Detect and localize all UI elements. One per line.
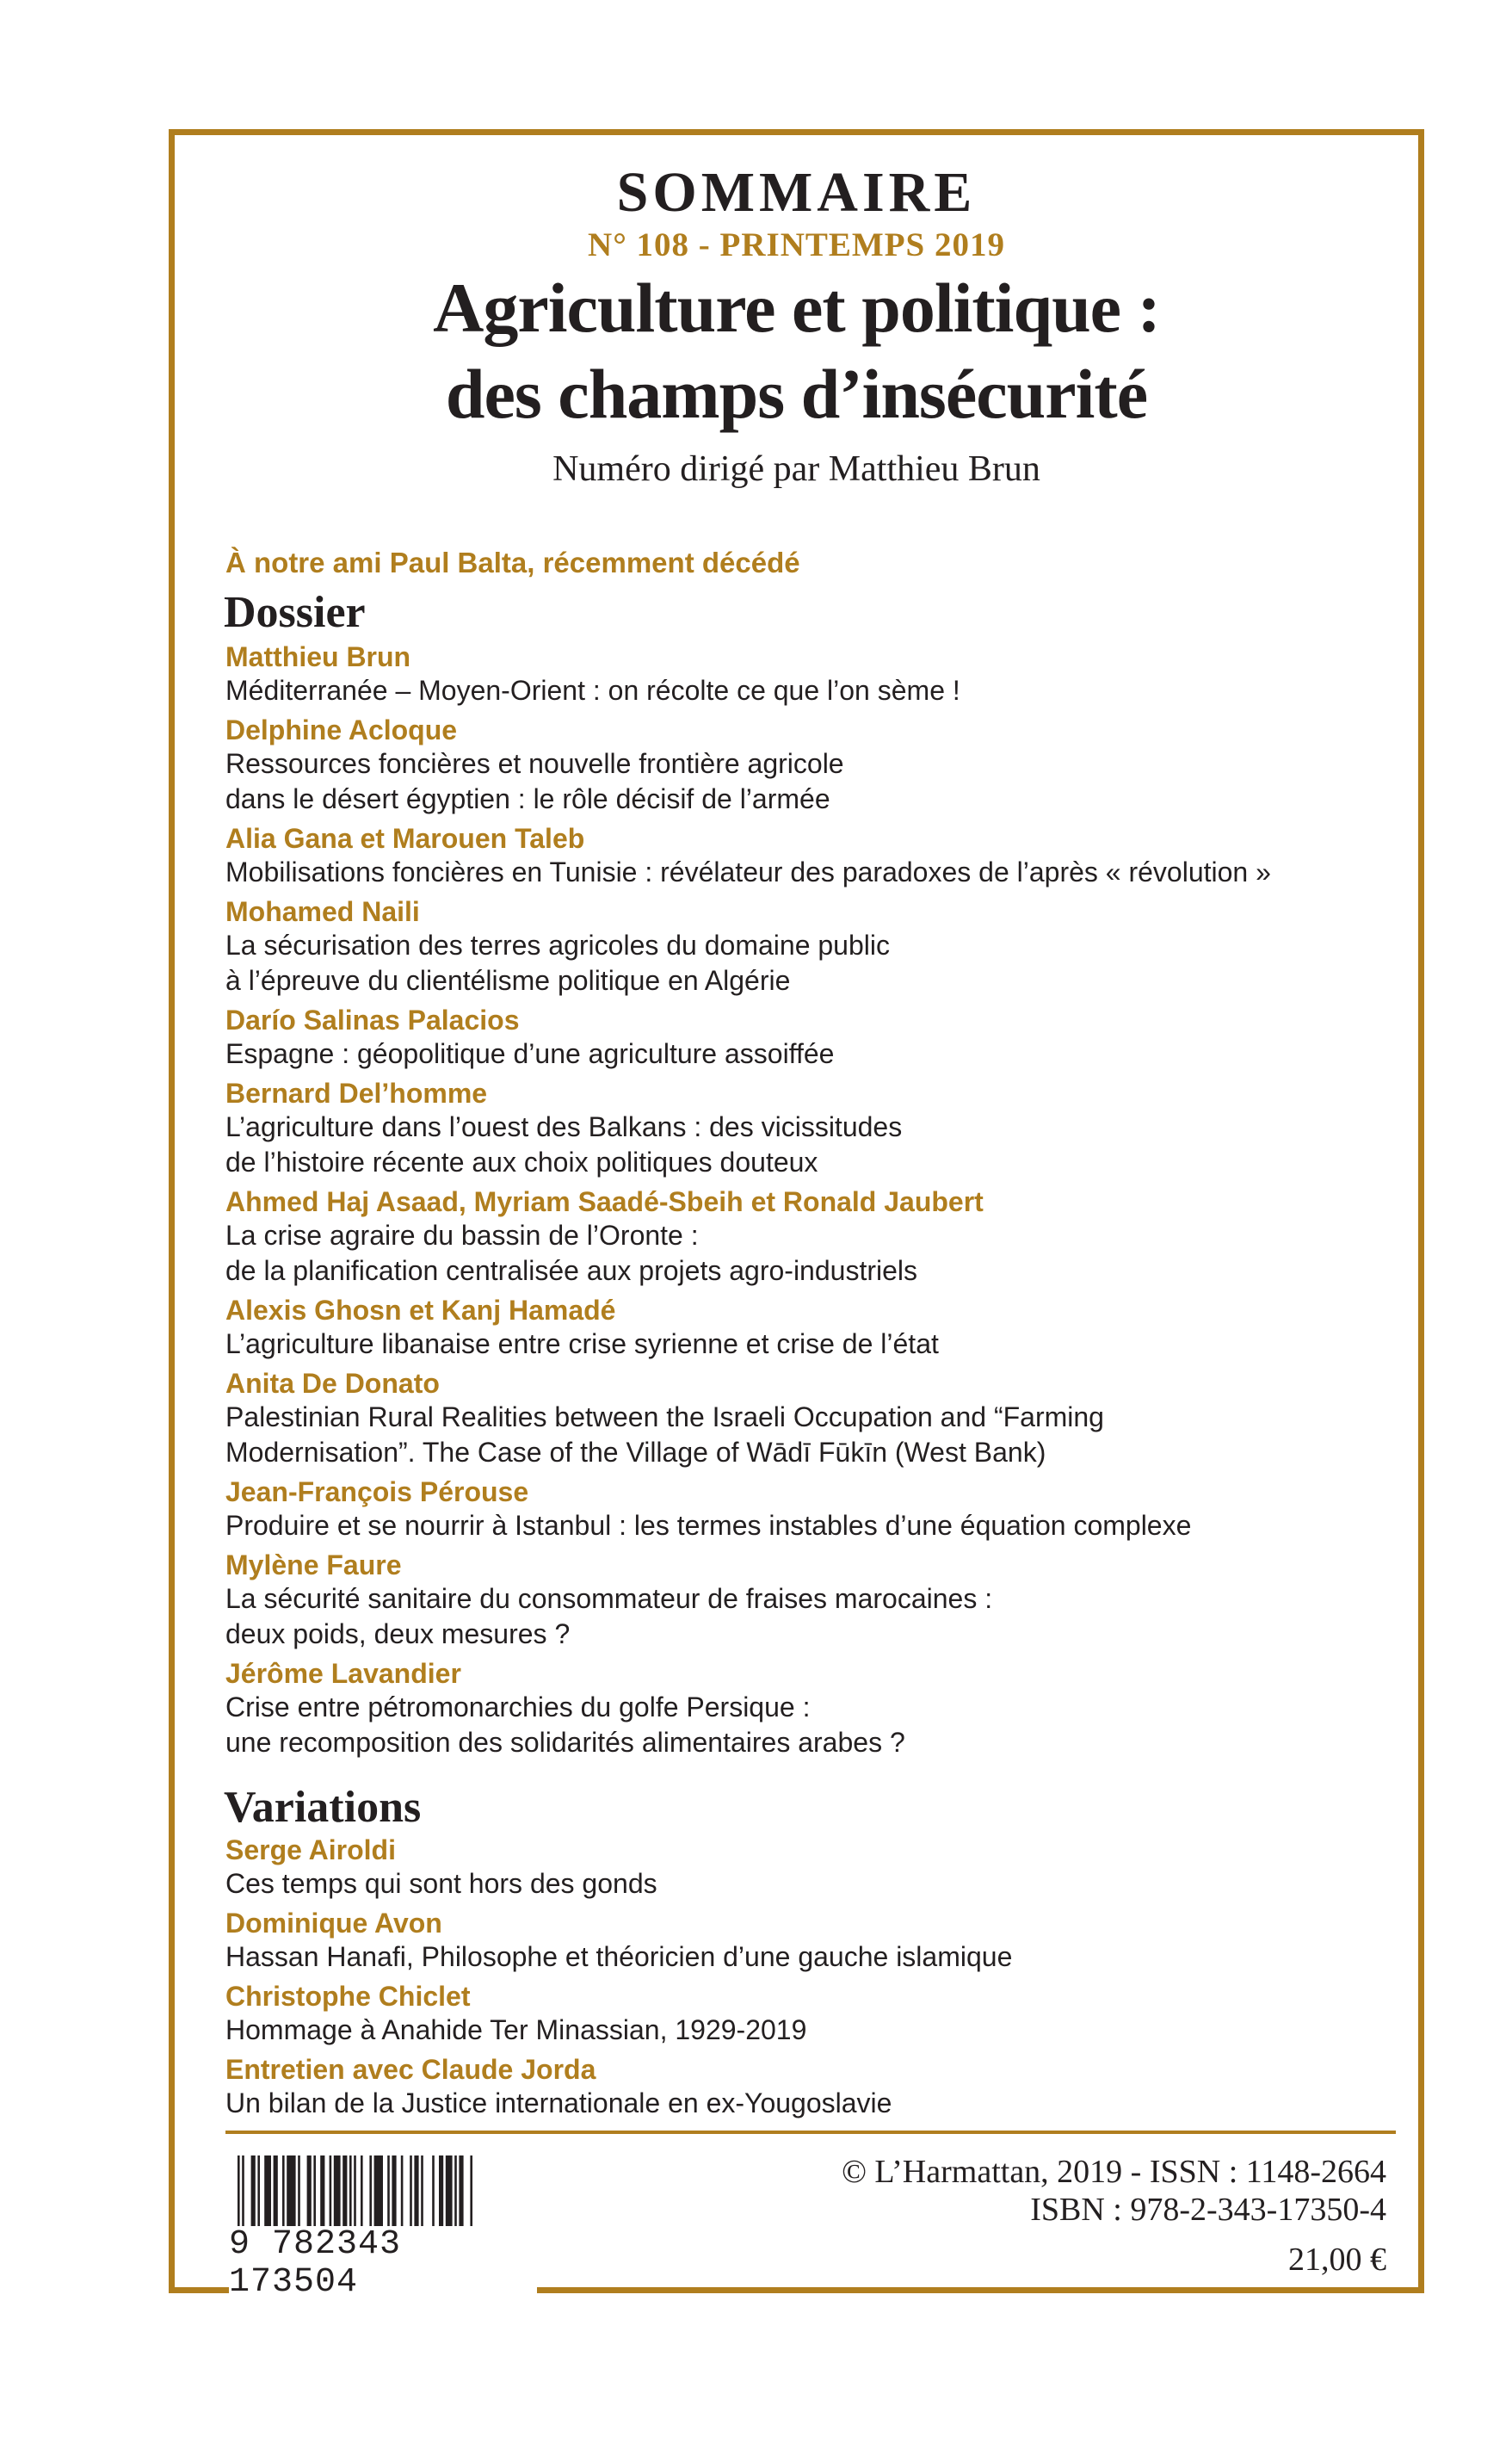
entry-title: Crise entre pétromonarchies du golfe Persique : une recomposition des solidarités alimentaires arabes ? (225, 1692, 905, 1758)
barcode-bar (392, 2155, 396, 2230)
barcode-bar (387, 2155, 390, 2230)
toc-entry (225, 1907, 1396, 1975)
entry-title: La sécurité sanitaire du consommateur de fraises marocaines : deux poids, deux mesures ? (225, 1583, 993, 1649)
barcode-bar (369, 2155, 372, 2230)
toc-entry (225, 1185, 1396, 1289)
entry-title: Ces temps qui sont hors des gonds (225, 1868, 657, 1899)
barcode-bar (287, 2155, 295, 2230)
barcode-bar (414, 2155, 418, 2230)
barcode-bar (361, 2155, 363, 2230)
barcode-bar (298, 2155, 300, 2230)
toc-entry (225, 1294, 1396, 1362)
entry-author: Ahmed Haj Asaad, Myriam Saadé-Sbeih et Ronald Jaubert (225, 1186, 984, 1217)
variations-list (225, 1834, 1396, 2121)
variations-heading: Variations (224, 1783, 422, 1832)
toc-entry (225, 1549, 1396, 1652)
entry-title: Ressources foncières et nouvelle frontière agricole dans le désert égyptien : le rôle décisif de l’armée (225, 748, 844, 814)
footer-rule (225, 2131, 1396, 2134)
barcode-bar (354, 2155, 356, 2230)
barcode-bar (282, 2155, 285, 2230)
toc-entry (225, 1657, 1396, 1760)
entry-author: Delphine Acloque (225, 714, 458, 745)
barcode-bar (257, 2155, 260, 2230)
sommaire-heading: SOMMAIRE (616, 161, 977, 224)
entry-author: Darío Salinas Palacios (225, 1005, 520, 1036)
barcode-bar (439, 2155, 443, 2230)
entry-author: Mohamed Naili (225, 896, 420, 927)
entry-author: Serge Airoldi (225, 1834, 396, 1865)
price: 21,00 € (1288, 2242, 1386, 2278)
barcode-bar (446, 2155, 453, 2230)
toc-entry (225, 1004, 1396, 1072)
entry-title: L’agriculture libanaise entre crise syrienne et crise de l’état (225, 1328, 939, 1359)
entry-title: Hommage à Anahide Ter Minassian, 1929-2019 (225, 2014, 807, 2045)
toc-entry (225, 1475, 1396, 1543)
barcode-bar (401, 2155, 404, 2230)
dossier-heading: Dossier (224, 588, 366, 637)
barcode-bar (307, 2155, 312, 2230)
entry-author: Dominique Avon (225, 1908, 442, 1939)
dossier-list (225, 640, 1396, 1760)
entry-title: La crise agraire du bassin de l’Oronte : de la planification centralisée aux projets agro-industriels (225, 1220, 917, 1286)
barcode-bar (374, 2155, 383, 2230)
entry-title: Un bilan de la Justice internationale en ex-Yougoslavie (225, 2087, 892, 2118)
title-line-2: des champs d’insécurité (445, 355, 1148, 433)
barcode-bar (421, 2155, 423, 2230)
toc-entry (225, 1834, 1396, 1902)
page-title (169, 265, 1424, 437)
entry-title: L’agriculture dans l’ouest des Balkans : des vicissitudes de l’histoire récente aux choix politiques douteux (225, 1111, 903, 1178)
toc-entry (225, 640, 1396, 708)
toc-entry (225, 1980, 1396, 2048)
directed-by: Numéro dirigé par Matthieu Brun (552, 449, 1040, 489)
barcode-bar (334, 2155, 341, 2230)
entry-author: Jean-François Pérouse (225, 1476, 529, 1507)
entry-author: Alia Gana et Marouen Taleb (225, 823, 585, 854)
entry-title: Méditerranée – Moyen-Orient : on récolte ce que l’on sème ! (225, 675, 960, 706)
barcode-bar (459, 2155, 463, 2230)
entry-author: Jérôme Lavandier (225, 1658, 461, 1689)
entry-title: Produire et se nourrir à Istanbul : les termes instables d’une équation complexe (225, 1510, 1192, 1541)
entry-title: Espagne : géopolitique d’une agriculture assoiffée (225, 1038, 835, 1069)
barcode-bar (264, 2155, 271, 2230)
barcode-bar (330, 2155, 332, 2230)
barcode-bar (313, 2155, 316, 2230)
isbn: ISBN : 978-2-343-17350-4 (1030, 2192, 1386, 2228)
toc-entry (225, 895, 1396, 999)
dedication: À notre ami Paul Balta, récemment décédé (225, 547, 800, 578)
entry-author: Bernard Del’homme (225, 1078, 488, 1109)
barcode-bar (349, 2155, 352, 2230)
copyright-issn: © L’Harmattan, 2019 - ISSN : 1148-2664 (842, 2154, 1386, 2190)
barcode-bar (454, 2155, 457, 2230)
toc-entry (225, 822, 1396, 890)
entry-author: Christophe Chiclet (225, 1981, 471, 2012)
issue-number: N° 108 - PRINTEMPS 2019 (588, 226, 1005, 263)
barcode-bar (343, 2155, 347, 2230)
barcode-bar (274, 2155, 278, 2230)
barcode-digits: 9 782343 173504 (229, 2226, 537, 2302)
toc-entry (225, 714, 1396, 817)
entry-author: Entretien avec Claude Jorda (225, 2054, 596, 2085)
barcode-bar (410, 2155, 412, 2230)
barcode-bar (251, 2155, 256, 2230)
toc-entry (225, 1367, 1396, 1470)
barcode-bar (320, 2155, 324, 2230)
barcode-bar (432, 2155, 435, 2230)
entry-author: Mylène Faure (225, 1549, 402, 1580)
entry-title: Hassan Hanafi, Philosophe et théoricien d’une gauche islamique (225, 1941, 1013, 1972)
entry-title: Palestinian Rural Realities between the Israeli Occupation and “Farming Modernisation”. The Case of the Village of Wādī Fūkīn (West Bank) (225, 1401, 1104, 1468)
entry-title: La sécurisation des terres agricoles du domaine public à l’épreuve du clientélisme politique en Algérie (225, 930, 890, 996)
toc-entry (225, 1077, 1396, 1180)
toc-entry (225, 2053, 1396, 2121)
title-line-1: Agriculture et politique : (433, 269, 1160, 347)
entry-author: Anita De Donato (225, 1368, 440, 1399)
entry-title: Mobilisations foncières en Tunisie : révélateur des paradoxes de l’après « révolution » (225, 857, 1271, 888)
entry-author: Matthieu Brun (225, 641, 411, 672)
entry-author: Alexis Ghosn et Kanj Hamadé (225, 1295, 616, 1326)
